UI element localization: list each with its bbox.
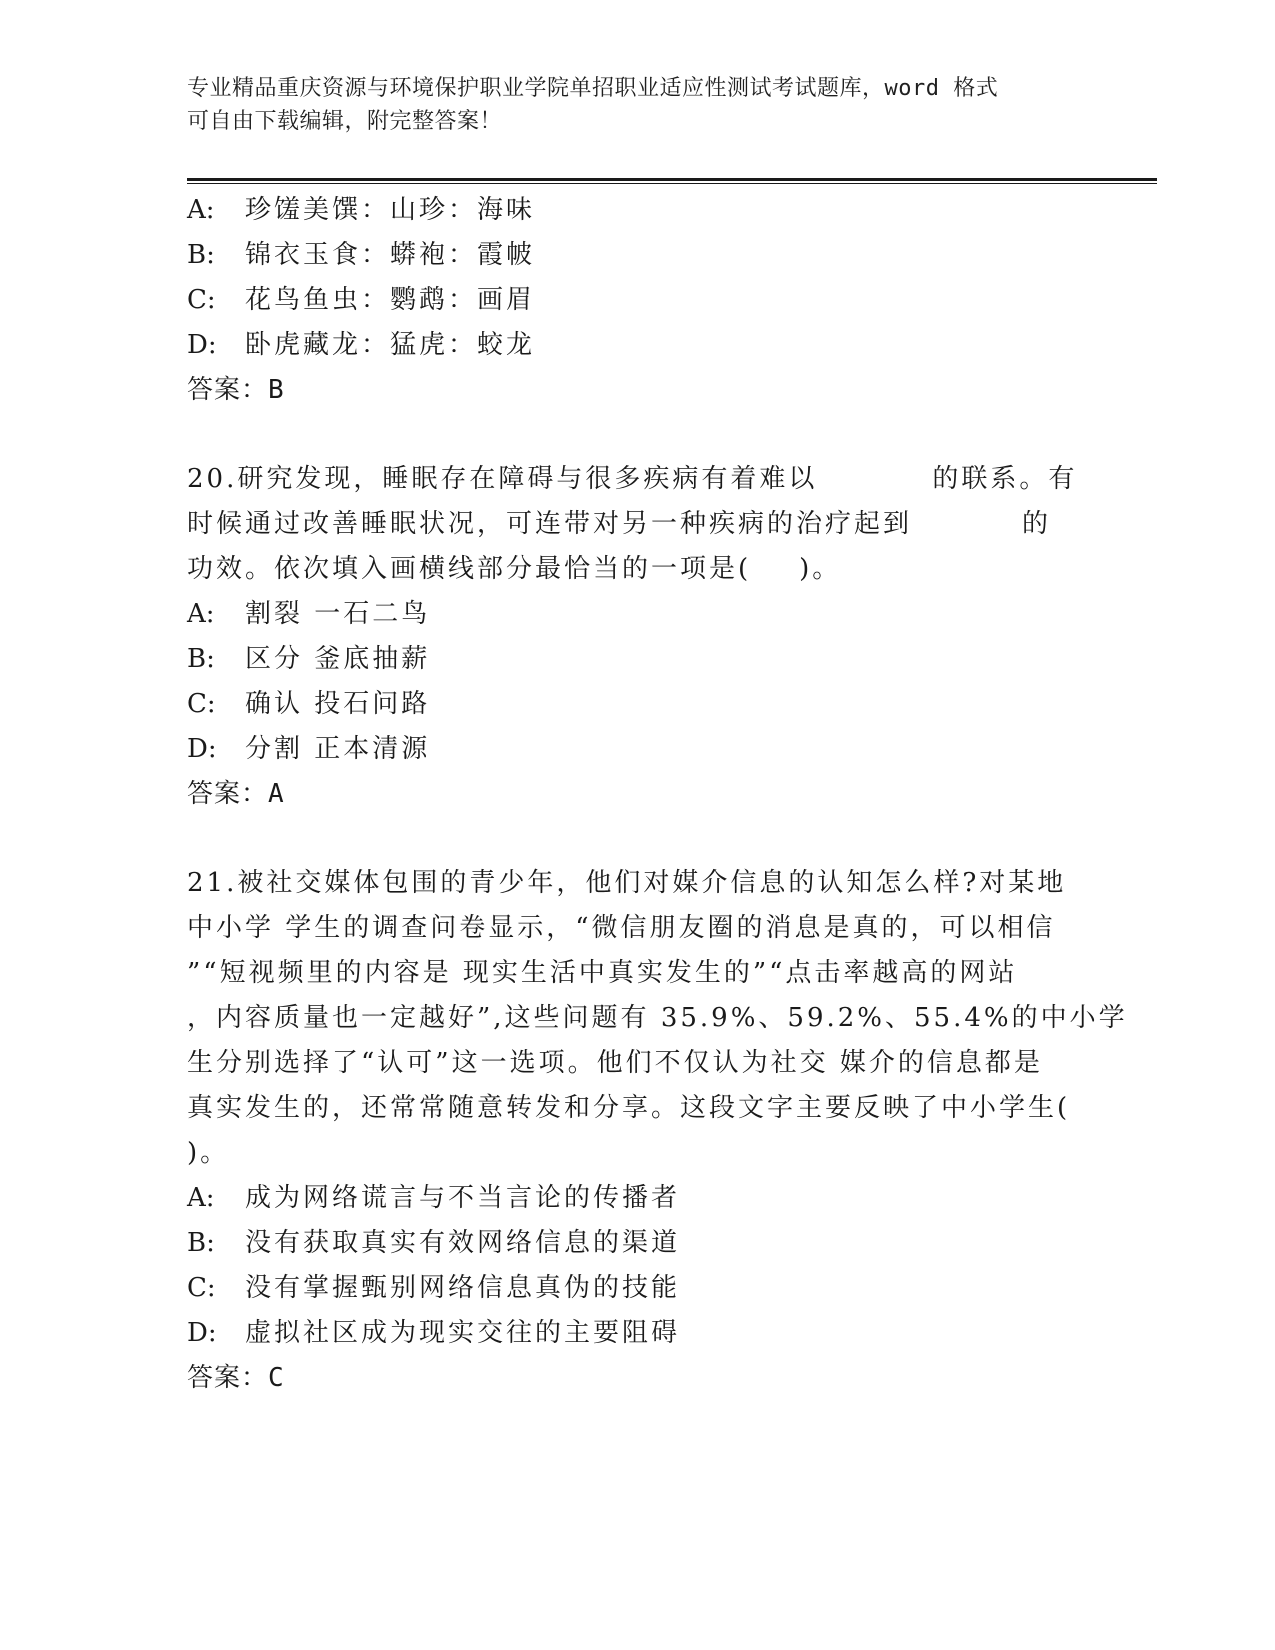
answer-line xyxy=(187,1356,1087,1401)
question-stem-line xyxy=(187,502,1087,547)
question-stem-line: ”“短视频里的内容是 现实生活中真实发生的”“点击率越高的网站 xyxy=(187,958,1018,988)
option-letter: B: xyxy=(187,1228,215,1258)
option-text: 分割 正本清源 xyxy=(245,734,431,764)
question-stem-line: )。 xyxy=(187,1138,230,1168)
stem-text: 20.研究发现，睡眠存在障碍与很多疾病有着难以 xyxy=(187,464,818,494)
page-header xyxy=(187,72,1087,138)
option-text: 成为网络谎言与不当言论的传播者 xyxy=(245,1183,681,1213)
option-d xyxy=(187,727,1087,772)
option-text: 割裂 一石二鸟 xyxy=(245,599,431,629)
option-text: 没有获取真实有效网络信息的渠道 xyxy=(245,1228,681,1258)
stem-text: 的联系。有 xyxy=(932,464,1078,494)
question-stem-line: 21.被社交媒体包围的青少年，他们对媒介信息的认知怎么样?对某地 xyxy=(187,868,1067,898)
option-text: 锦衣玉食：蟒袍：霞帔 xyxy=(245,240,536,270)
stem-text: 功效。依次填入画横线部分最恰当的一项是( xyxy=(187,554,752,584)
header-line-1: 专业精品重庆资源与环境保护职业学院单招职业适应性测试考试题库，word 格式 xyxy=(187,76,999,101)
option-b xyxy=(187,637,1087,682)
question-19 xyxy=(187,188,1087,413)
option-text: 没有掌握甄别网络信息真伪的技能 xyxy=(245,1273,681,1303)
option-letter: D: xyxy=(187,1318,217,1348)
header-line-2: 可自由下载编辑，附完整答案！ xyxy=(187,109,503,134)
header-rule-thick xyxy=(187,178,1157,181)
option-text: 区分 釜底抽薪 xyxy=(245,644,431,674)
option-letter: B: xyxy=(187,240,215,270)
question-stem-line xyxy=(187,547,1087,592)
option-letter: D: xyxy=(187,330,217,360)
spacer xyxy=(187,413,1087,457)
option-letter: C: xyxy=(187,689,216,719)
option-text: 虚拟社区成为现实交往的主要阻碍 xyxy=(245,1318,681,1348)
answer-label: 答案： xyxy=(187,375,269,405)
option-c xyxy=(187,1266,1087,1311)
option-c xyxy=(187,278,1087,323)
question-stem-line: 真实发生的，还常常随意转发和分享。这段文字主要反映了中小学生( xyxy=(187,1093,1071,1123)
option-letter: C: xyxy=(187,1273,216,1303)
option-letter: A: xyxy=(187,599,215,629)
option-text: 卧虎藏龙：猛虎：蛟龙 xyxy=(245,330,536,360)
answer-label: 答案： xyxy=(187,1363,269,1393)
answer-value: C xyxy=(268,1363,284,1393)
option-text: 花鸟鱼虫：鹦鹉：画眉 xyxy=(245,285,536,315)
option-letter: A: xyxy=(187,1183,215,1213)
answer-line xyxy=(187,772,1087,817)
question-stem-line: 生分别选择了“认可”这一选项。他们不仅认为社交 媒介的信息都是 xyxy=(187,1048,1043,1078)
answer-value: B xyxy=(268,375,284,405)
option-letter: A: xyxy=(187,195,215,225)
stem-text: )。 xyxy=(799,554,842,584)
answer-label: 答案： xyxy=(187,779,269,809)
option-letter: C: xyxy=(187,285,216,315)
option-letter: D: xyxy=(187,734,217,764)
option-b xyxy=(187,233,1087,278)
option-d xyxy=(187,323,1087,368)
question-stem-line: 中小学 学生的调查问卷显示，“微信朋友圈的消息是真的，可以相信 xyxy=(187,913,1056,943)
question-stem-line: ，内容质量也一定越好”,这些问题有 35.9%、59.2%、55.4%的中小学 xyxy=(187,1003,1128,1033)
spacer xyxy=(187,817,1087,861)
question-20 xyxy=(187,457,1087,817)
answer-value: A xyxy=(268,779,284,809)
question-stem-line xyxy=(187,457,1087,502)
option-a xyxy=(187,1176,1087,1221)
option-d xyxy=(187,1311,1087,1356)
option-text: 确认 投石问路 xyxy=(245,689,431,719)
stem-text: 的 xyxy=(1022,509,1052,539)
document-body xyxy=(187,188,1128,1401)
header-rule-thin xyxy=(187,183,1157,184)
option-a xyxy=(187,188,1087,233)
question-21 xyxy=(187,861,1128,1401)
answer-line xyxy=(187,368,1087,413)
option-a xyxy=(187,592,1087,637)
option-text: 珍馐美馔：山珍：海味 xyxy=(245,195,536,225)
option-c xyxy=(187,682,1087,727)
option-b xyxy=(187,1221,1087,1266)
stem-text: 时候通过改善睡眠状况，可连带对另一种疾病的治疗起到 xyxy=(187,509,913,539)
option-letter: B: xyxy=(187,644,215,674)
